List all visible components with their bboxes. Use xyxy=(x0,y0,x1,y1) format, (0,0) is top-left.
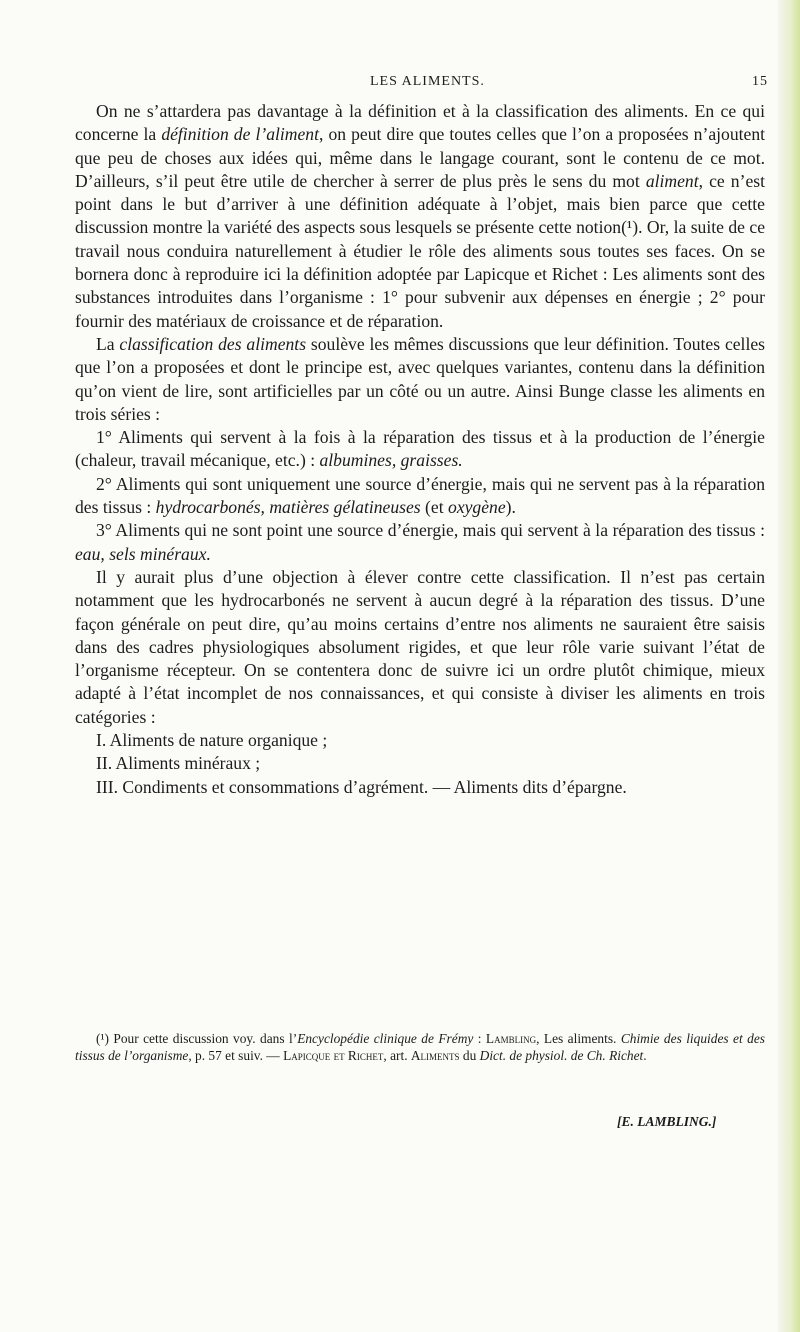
footnote-reference[interactable]: (¹) xyxy=(621,217,639,238)
list-item-series-1: 1° Aliments qui servent à la fois à la réparation des tissus et à la production de l’énergie (chaleur, travail mécanique, etc.) : albumines, graisses. xyxy=(75,427,765,471)
page-number: 15 xyxy=(752,74,768,89)
paragraph-objection: Il y aurait plus d’une objection à élever contre cette classification. Il n’est pas certain notamment que les hydrocarbonés ne servent à aucun degré à la réparation des tissus. D’une façon générale on peut dire, qu’au moins certains d’entre nos aliments ne sauraient être saisis dans des cadres physiologiques absolument rigides, et que leur rôle varie suivant l’état de l’organisme récepteur. On se contentera donc de suivre ici un ordre plutôt chimique, mieux adapté à l’état incomplet de nos connaissances, et qui consiste à diviser les aliments en trois catégories : xyxy=(75,566,765,727)
running-header xyxy=(0,74,800,96)
category-mineral: II. Aliments minéraux ; xyxy=(96,753,261,774)
category-organic: I. Aliments de nature organique ; xyxy=(96,730,328,751)
footnote: (¹) Pour cette discussion voy. dans l’Encyclopédie clinique de Frémy : Lambling, Les aliments. Chimie des liquides et des tissus de l’organisme, p. 57 et suiv. — Lapicque et Richet, art. Aliments du Dict. de physiol. de Ch. Richet. xyxy=(75,1031,765,1063)
paragraph-definition: On ne s’attardera pas davantage à la définition et à la classification des aliments. En ce qui concerne la définition de l’aliment, on peut dire que toutes celles que l’on a proposées n’ajoutent que peu de choses aux idées qui, même dans le langage courant, sont le contenu de ce mot. D’ailleurs, s’il peut être utile de chercher à serrer de plus près le sens du mot aliment, ce n’est point dans le but d’arriver à une définition adéquate à l’objet, mais bien parce que cette discussion montre la variété des aspects sous lesquels se présente cette notion(¹). Or, la suite de ce travail nous conduira naturellement à étudier le rôle des aliments sous toutes ses faces. On se bornera donc à reproduire ici la définition adoptée par Lapicque et Richet : Les aliments sont des substances introduites dans l’organisme : 1° pour subvenir aux dépenses en énergie ; 2° pour fournir des matériaux de croissance et de réparation. xyxy=(75,101,766,331)
paragraph-classification: La classification des aliments soulève les mêmes discussions que leur définition. Toutes celles que l’on a proposées et dont le principe est, avec quelques variantes, contenu dans la définition qu’on vient de lire, sont artificielles par un côté ou un autre. Ainsi Bunge classe les aliments en trois séries : xyxy=(75,333,765,424)
list-item-series-2: 2° Aliments qui sont uniquement une source d’énergie, mais qui ne servent pas à la réparation des tissus : hydrocarbonés, matières gélatineuses (et oxygène). xyxy=(75,473,765,518)
footnote-marker: (¹) xyxy=(96,1031,109,1046)
main-text xyxy=(75,100,765,799)
header-title: LES ALIMENTS. xyxy=(370,74,485,89)
author-signature: [E. LAMBLING.] xyxy=(617,1114,717,1129)
list-item-series-3: 3° Aliments qui ne sont point une source d’énergie, mais qui servent à la réparation des tissus : eau, sels minéraux. xyxy=(75,520,765,564)
page-edge xyxy=(778,0,800,1332)
category-condiments: III. Condiments et consommations d’agrément. — Aliments dits d’épargne. xyxy=(96,776,627,797)
